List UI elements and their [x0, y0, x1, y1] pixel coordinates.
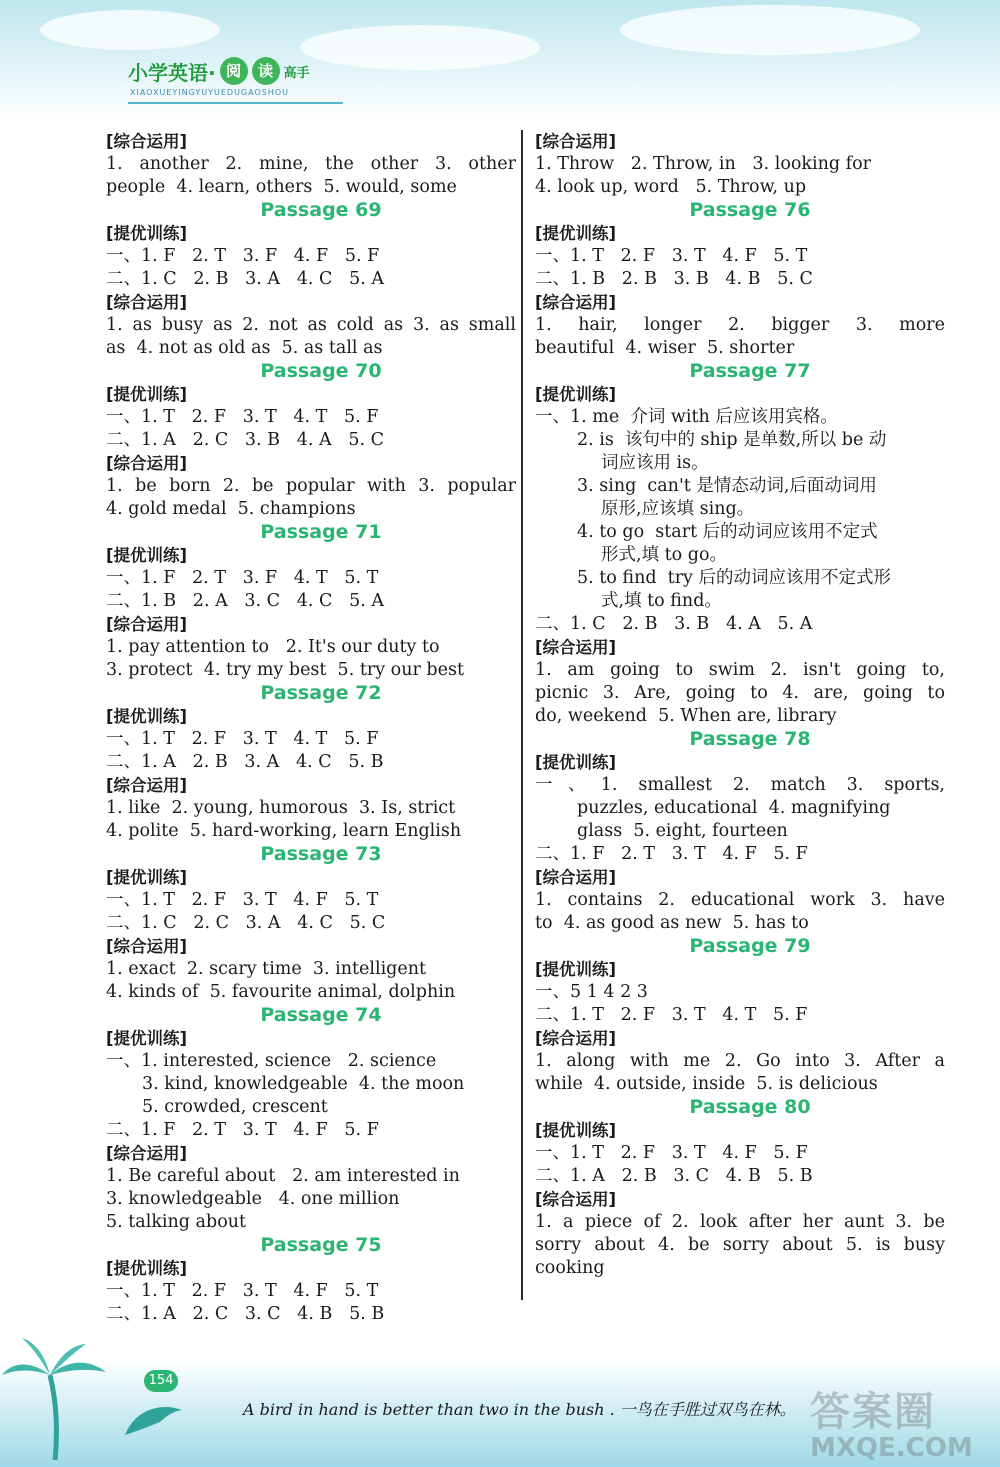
- answer-line: 二、1. C 2. B 3. A 4. C 5. A: [106, 269, 384, 289]
- answer-line: 二、1. A 2. C 3. C 4. B 5. B: [106, 1304, 385, 1324]
- answer-line: 2. is 该句中的 ship 是单数,所以 be 动: [577, 430, 887, 450]
- section-heading: [综合运用]: [535, 1190, 617, 1209]
- answer-line: while 4. outside, inside 5. is delicious: [535, 1074, 878, 1094]
- section-heading: [综合运用]: [106, 615, 188, 634]
- answer-line: 一、1. smallest 2. match 3. sports,: [535, 775, 945, 795]
- watermark-en: MXQE.COM: [810, 1433, 973, 1463]
- answer-line: 1. a piece of 2. look after her aunt 3. be: [535, 1212, 945, 1232]
- passage-heading: Passage 73: [260, 843, 382, 865]
- answer-line: 一、1. T 2. F 3. T 4. F 5. F: [535, 1143, 808, 1163]
- passage-heading: Passage 80: [689, 1096, 811, 1118]
- answer-column-right: [535, 130, 945, 1280]
- section-heading: [综合运用]: [535, 132, 617, 151]
- passage-heading: Passage 76: [689, 199, 811, 221]
- answer-line: to 4. as good as new 5. has to: [535, 913, 809, 933]
- section-heading: [提优训练]: [106, 546, 188, 565]
- passage-heading: Passage 74: [260, 1004, 382, 1026]
- section-heading: [提优训练]: [106, 707, 188, 726]
- answer-line: 二、1. A 2. B 3. C 4. B 5. B: [535, 1166, 813, 1186]
- passage-heading: Passage 78: [689, 728, 811, 750]
- answer-line: 二、1. A 2. B 3. A 4. C 5. B: [106, 752, 384, 772]
- section-heading: [提优训练]: [535, 753, 617, 772]
- answer-line: 4. kinds of 5. favourite animal, dolphin: [106, 982, 456, 1002]
- answer-line: picnic 3. Are, going to 4. are, going to: [535, 683, 945, 703]
- passage-heading: Passage 72: [260, 682, 382, 704]
- answer-line: 式,填 to find。: [601, 591, 722, 611]
- passage-heading: Passage 69: [260, 199, 382, 221]
- answer-line: 一、1. T 2. F 3. T 4. T 5. F: [106, 407, 379, 427]
- passage-heading: Passage 75: [260, 1234, 382, 1256]
- section-heading: [综合运用]: [535, 293, 617, 312]
- section-heading: [提优训练]: [535, 385, 617, 404]
- answer-line: 二、1. C 2. B 3. B 4. A 5. A: [535, 614, 813, 634]
- answer-line: 一、1. F 2. T 3. F 4. F 5. F: [106, 246, 380, 266]
- section-heading: [提优训练]: [106, 224, 188, 243]
- answer-line: 3. protect 4. try my best 5. try our best: [106, 660, 464, 680]
- answer-line: 3. kind, knowledgeable 4. the moon: [142, 1074, 465, 1094]
- answer-line: 一、1. me 介词 with 后应该用宾格。: [535, 407, 838, 427]
- answer-line: as 4. not as old as 5. as tall as: [106, 338, 383, 358]
- answer-line: 3. knowledgeable 4. one million: [106, 1189, 400, 1209]
- answer-line: 二、1. T 2. F 3. T 4. T 5. F: [535, 1005, 808, 1025]
- answer-line: people 4. learn, others 5. would, some: [106, 177, 457, 197]
- answer-line: 一、1. T 2. F 3. T 4. F 5. T: [535, 246, 808, 266]
- watermark-logo: [810, 1380, 995, 1463]
- answer-line: 4. look up, word 5. Throw, up: [535, 177, 807, 197]
- answer-line: 1. as busy as 2. not as cold as 3. as small: [106, 315, 516, 335]
- answer-line: 一、1. T 2. F 3. T 4. F 5. T: [106, 1281, 379, 1301]
- answer-line: 形式,填 to go。: [601, 545, 727, 565]
- section-heading: [综合运用]: [106, 937, 188, 956]
- answer-line: 二、1. C 2. C 3. A 4. C 5. C: [106, 913, 386, 933]
- answer-line: 原形,应该填 sing。: [601, 499, 755, 519]
- answer-line: 二、1. B 2. A 3. C 4. C 5. A: [106, 591, 384, 611]
- proverb-text: A bird in hand is better than two in the bush . 一鸟在手胜过双鸟在林。: [243, 1400, 796, 1419]
- answer-line: 一、1. F 2. T 3. F 4. T 5. T: [106, 568, 379, 588]
- book-title-text: 小学英语·: [128, 60, 216, 85]
- answer-line: 一、1. T 2. F 3. T 4. F 5. T: [106, 890, 379, 910]
- passage-heading: Passage 71: [260, 521, 382, 543]
- answer-line: 5. to find try 后的动词应该用不定式形: [577, 568, 892, 588]
- dolphin-icon: [120, 1400, 190, 1440]
- answer-line: 1. along with me 2. Go into 3. After a: [535, 1051, 945, 1071]
- answer-line: glass 5. eight, fourteen: [577, 821, 788, 841]
- cloud-decoration: [620, 5, 920, 55]
- section-heading: [综合运用]: [106, 776, 188, 795]
- answer-line: 1. hair, longer 2. bigger 3. more: [535, 315, 945, 335]
- answer-line: sorry about 4. be sorry about 5. is busy: [535, 1235, 945, 1255]
- answer-line: 1. Be careful about 2. am interested in: [106, 1166, 460, 1186]
- answer-line: 二、1. F 2. T 3. T 4. F 5. F: [535, 844, 808, 864]
- section-heading: [提优训练]: [106, 385, 188, 404]
- section-heading: [综合运用]: [535, 1029, 617, 1048]
- section-heading: [综合运用]: [106, 293, 188, 312]
- answer-line: 1. like 2. young, humorous 3. Is, strict: [106, 798, 456, 818]
- answer-line: 5. talking about: [106, 1212, 247, 1232]
- answer-line: 一、1. T 2. F 3. T 4. T 5. F: [106, 729, 379, 749]
- answer-line: 3. sing can't 是情态动词,后面动词用: [577, 476, 877, 496]
- cloud-decoration: [300, 25, 540, 70]
- answer-line: 1. pay attention to 2. It's our duty to: [106, 637, 440, 657]
- book-title: [128, 56, 310, 86]
- watermark-cn: 答案圈: [810, 1389, 936, 1435]
- book-title-pinyin: XIAOXUEYINGYUYUEDUGAOSHOU: [130, 88, 290, 97]
- section-heading: [综合运用]: [106, 454, 188, 473]
- answer-line: 1. contains 2. educational work 3. have: [535, 890, 945, 910]
- section-heading: [综合运用]: [535, 638, 617, 657]
- answer-column-left: [106, 130, 516, 1326]
- book-title-tail: 高手: [283, 65, 310, 81]
- passage-heading: Passage 77: [689, 360, 811, 382]
- passage-heading: Passage 70: [260, 360, 382, 382]
- answer-line: 1. exact 2. scary time 3. intelligent: [106, 959, 427, 979]
- answer-line: 1. be born 2. be popular with 3. popular: [106, 476, 516, 496]
- section-heading: [提优训练]: [106, 1259, 188, 1278]
- answer-line: 二、1. B 2. B 3. B 4. B 5. C: [535, 269, 813, 289]
- answer-line: 1. Throw 2. Throw, in 3. looking for: [535, 154, 872, 174]
- answer-line: 1. am going to swim 2. isn't going to,: [535, 660, 945, 680]
- answer-line: 词应该用 is。: [601, 453, 709, 473]
- answer-line: do, weekend 5. When are, library: [535, 706, 837, 726]
- answer-line: 5. crowded, crescent: [142, 1097, 328, 1117]
- answer-line: 4. gold medal 5. champions: [106, 499, 356, 519]
- answer-line: beautiful 4. wiser 5. shorter: [535, 338, 795, 358]
- answer-line: 一、5 1 4 2 3: [535, 982, 648, 1002]
- answer-line: cooking: [535, 1258, 605, 1278]
- section-heading: [综合运用]: [106, 132, 188, 151]
- header-rule: [128, 102, 343, 104]
- cloud-decoration: [40, 10, 220, 50]
- answer-line: 二、1. A 2. C 3. B 4. A 5. C: [106, 430, 384, 450]
- answer-line: 二、1. F 2. T 3. T 4. F 5. F: [106, 1120, 379, 1140]
- section-heading: [提优训练]: [535, 960, 617, 979]
- section-heading: [提优训练]: [535, 1121, 617, 1140]
- section-heading: [提优训练]: [106, 868, 188, 887]
- palm-tree-icon: [0, 1330, 110, 1460]
- section-heading: [提优训练]: [106, 1029, 188, 1048]
- section-heading: [提优训练]: [535, 224, 617, 243]
- section-heading: [综合运用]: [535, 868, 617, 887]
- answer-line: 一、1. interested, science 2. science: [106, 1051, 437, 1071]
- passage-heading: Passage 79: [689, 935, 811, 957]
- answer-line: 1. another 2. mine, the other 3. other: [106, 154, 516, 174]
- title-badge-b: 读: [252, 57, 280, 85]
- answer-line: puzzles, educational 4. magnifying: [577, 798, 891, 818]
- column-divider: [521, 130, 523, 1300]
- answer-line: 4. to go start 后的动词应该用不定式: [577, 522, 878, 542]
- page-number: 154: [144, 1370, 178, 1392]
- section-heading: [综合运用]: [106, 1144, 188, 1163]
- title-badge-a: 阅: [220, 57, 248, 85]
- answer-line: 4. polite 5. hard-working, learn English: [106, 821, 462, 841]
